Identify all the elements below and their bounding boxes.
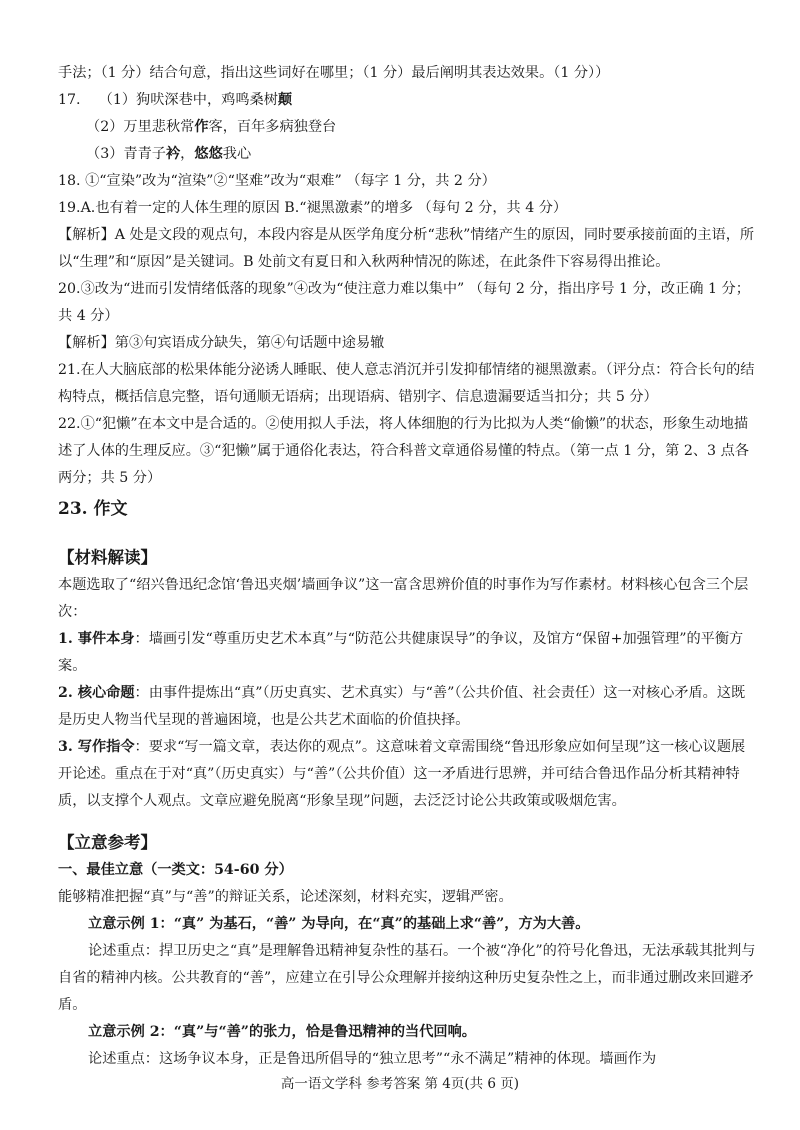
q23-heading: 23. 作文 — [58, 499, 128, 519]
best-theme-heading: 一、最佳立意（一类文：54-60 分） — [58, 862, 293, 878]
theme-heading: 【立意参考】 — [58, 833, 157, 852]
page-footer: 高一语文学科 参考答案 第 4页(共 6 页) — [280, 1076, 520, 1092]
q16-tail: 手法；（1 分）结合句意，指出这些词好在哪里；（1 分）最后阐明其表达效果。（1 分）） — [58, 65, 610, 81]
q17-line-2: （2）万里悲秋常作客，百年多病独登台 — [86, 119, 337, 135]
q18-answer: 18. ①“宣染”改为“渲染”②“坚难”改为“艰难” （每字 1 分，共 2 分） — [58, 173, 496, 189]
example-2-title: 立意示例 2：“真”与“善”的张力，恰是鲁迅精神的当代回响。 — [88, 1024, 476, 1040]
material-intro: 本题选取了“绍兴鲁迅纪念馆‘鲁迅夹烟’墙画争议”这一富含思辨价值的时事作为写作素材。材料核心包含三个层次： — [58, 577, 749, 620]
q17-line-1: 17. （1）狗吠深巷中，鸡鸣桑树颠 — [58, 92, 293, 108]
q20-analysis: 【解析】第③句宾语成分缺失，第④句话题中途易辙 — [58, 335, 385, 351]
q20-answer: 20.③改为“进而引发情绪低落的现象”④改为“使注意力难以集中” （每句 2 分，指出序号 1 分，改正确 1 分；共 4 分） — [58, 281, 750, 324]
example-1-title: 立意示例 1：“真” 为基石，“善” 为导向，在“真”的基础上求“善”，方为大善。 — [88, 916, 590, 932]
q17-line-3: （3）青青子衿，悠悠我心 — [86, 146, 252, 162]
q19-answer: 19.A.也有着一定的人体生理的原因 B.“褪黑激素”的增多 （每句 2 分，共 4 分） — [58, 200, 568, 216]
material-point-3: 3. 写作指令：要求“写一篇文章，表达你的观点”。这意味着文章需围绕“鲁迅形象应如何呈现”这一核心议题展开论述。重点在于对“真”（历史真实）与“善”（公共价值）这一矛盾进行思辨，并可结合鲁迅作品分析其精神特质，以支撑个人观点。文章应避免脱离“形象呈现”问题，去泛泛讨论公共政策或吸烟危害。 — [58, 739, 746, 809]
answer-content — [58, 60, 758, 1073]
q19-analysis: 【解析】A 处是文段的观点句，本段内容是从医学角度分析“悲秋”情绪产生的原因，同时要承接前面的主语，所以“生理”和“原因”是关键词。B 处前文有夏日和入秋两种情况的陈述，在此条件下容易得出推论。 — [58, 227, 755, 270]
material-point-2: 2. 核心命题：由事件提炼出“真”（历史真实、艺术真实）与“善”（公共价值、社会责任）这一对核心矛盾。这既是历史人物当代呈现的普遍困境，也是公共艺术面临的价值抉择。 — [58, 685, 746, 728]
material-heading: 【材料解读】 — [58, 548, 157, 567]
q17-number: 17. — [58, 92, 81, 108]
q22-answer: 22.①“犯懒”在本文中是合适的。②使用拟人手法，将人体细胞的行为比拟为人类“偷懒”的状态，形象生动地描述了人体的生理反应。③“犯懒”属于通俗化表达，符合科普文章通俗易懂的特点。（第一点 1 分，第 2、3 点各两分；共 5 分） — [58, 416, 749, 486]
example-2-body: 论述重点：这场争议本身，正是鲁迅所倡导的“独立思考”“永不满足”精神的体现。墙画作为 — [88, 1051, 657, 1067]
q21-answer: 21.在人大脑底部的松果体能分泌诱人睡眠、使人意志消沉并引发抑郁情绪的褪黑激素。（评分点：符合长句的结构特点，概括信息完整，语句通顺无语病；出现语病、错别字、信息遗漏要适当扣分；共 5 分） — [58, 362, 755, 405]
example-1-body: 论述重点：捍卫历史之“真”是理解鲁迅精神复杂性的基石。一个被“净化”的符号化鲁迅，无法承载其批判与自省的精神内核。公共教育的“善”，应建立在引导公众理解并接纳这种历史复杂性之上，而非通过删改来回避矛盾。 — [58, 943, 756, 1013]
material-point-1: 1. 事件本身：墙画引发“尊重历史艺术本真”与“防范公共健康误导”的争议，及馆方“保留+加强管理”的平衡方案。 — [58, 631, 744, 674]
best-theme-desc: 能够精准把握“真”与“善”的辩证关系，论述深刻，材料充实，逻辑严密。 — [58, 889, 513, 905]
